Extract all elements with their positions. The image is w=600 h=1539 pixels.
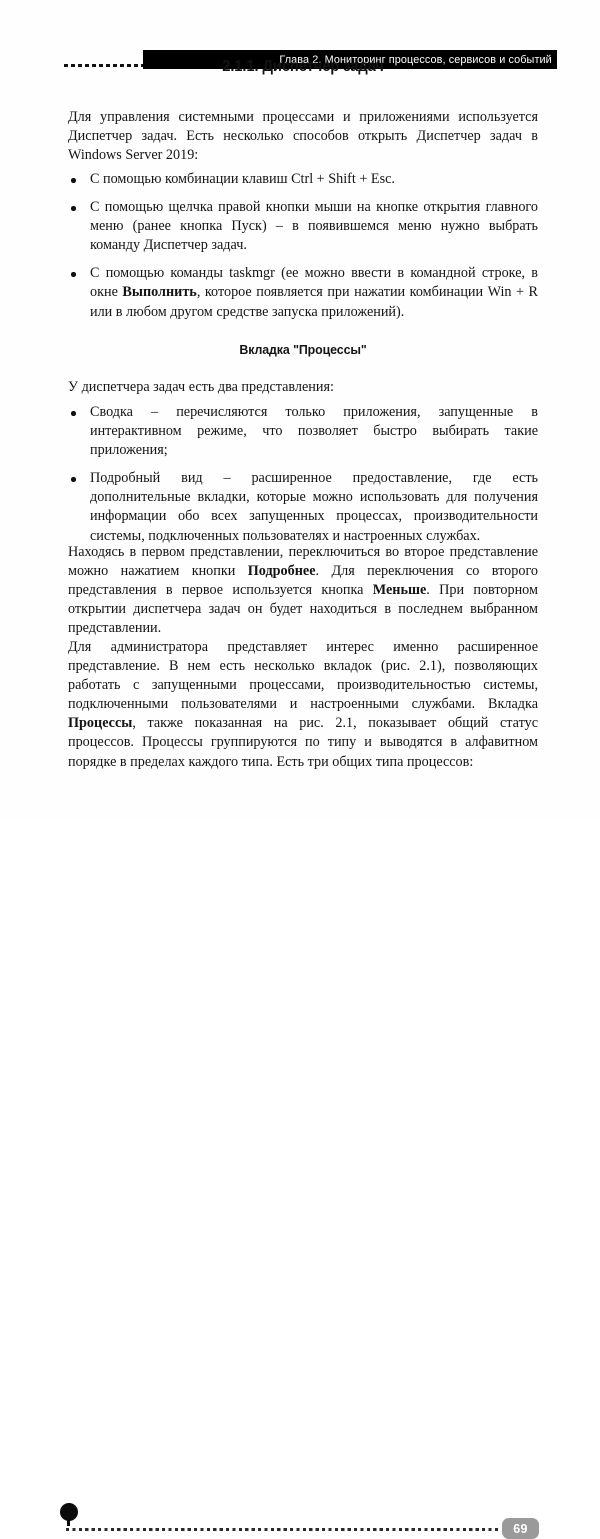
list-item-text-tail: , которое появляется при нажатии комбинации Win + R или в любом другом средстве запуска приложений). bbox=[90, 284, 538, 320]
list-item-text: Сводка – перечисляются только приложения, запущенные в интерактивном режиме, что позволяет быстро выбирать такие приложения; bbox=[90, 404, 538, 459]
list-item bbox=[68, 198, 538, 255]
list-item-text: С помощью комбинации клавиш Ctrl + Shift + Esc. bbox=[90, 171, 395, 187]
admin-part-1: Для администратора представляет интерес именно расширенное представление. В нем есть несколько вкладок (рис. 2.1), позволяющих работать с запущенными процессами, производительностью системы, подключенными пользователями и настроенными службами. Вкладка bbox=[68, 639, 538, 713]
tab-name-processes: Процессы bbox=[68, 715, 133, 732]
list-item bbox=[68, 170, 538, 189]
views-list bbox=[68, 403, 538, 546]
admin-part-2: , также показанная на рис. 2.1, показывает общий статус процессов. Процессы группируются по типу и выводятся в алфавитном порядке в пределах каждого типа. Есть три общих типа процессов: bbox=[68, 715, 538, 770]
button-name-fewer: Меньше bbox=[372, 582, 427, 599]
chapter-banner-text: Глава 2. Мониторинг процессов, сервисов и событий bbox=[279, 53, 552, 66]
list-item-text: С помощью команды taskmgr (ее можно ввести в командной строке, в окне bbox=[90, 265, 538, 301]
list-item bbox=[68, 469, 538, 545]
page-number-badge: 69 bbox=[502, 1518, 539, 1539]
intro-paragraph: Для управления системными процессами и приложениями используется Диспетчер задач. Есть несколько способов открыть Диспетчер задач в Windows Server 2019: bbox=[68, 109, 538, 164]
subsection-title: Вкладка "Процессы" bbox=[239, 342, 367, 357]
footer-pin-tail-icon bbox=[67, 1518, 70, 1526]
list-item-bold-term: Выполнить bbox=[122, 284, 197, 301]
list-item-text: Подробный вид – расширенное предоставление, где есть дополнительные вкладки, которые можно использовать для получения информации обо всех запущенных процессах, производительности системы, подключенных пользователях и настроенных службах. bbox=[90, 470, 538, 544]
views-lead-paragraph: У диспетчера задач есть два представления: bbox=[68, 379, 334, 395]
page-footer bbox=[0, 752, 600, 1536]
switch-part-3: . При повторном открытии диспетчера задач он будет находиться в последнем выбранном представлении. bbox=[68, 582, 538, 637]
switch-views-paragraph bbox=[68, 543, 538, 638]
switch-part-2: . Для переключения со второго представления в первое используется кнопка bbox=[68, 563, 538, 599]
button-name-details: Подробнее bbox=[247, 563, 316, 580]
open-methods-list bbox=[68, 170, 538, 322]
list-item bbox=[68, 403, 538, 460]
list-item-text: С помощью щелчка правой кнопки мыши на кнопке открытия главного меню (ранее кнопка Пуск) – в появившемся меню нужно выбрать команду Диспетчер задач. bbox=[90, 199, 538, 254]
running-head bbox=[0, 24, 600, 66]
section-title: 2.1.1. Диспетчер задач bbox=[222, 58, 384, 75]
footer-dotted-rule bbox=[66, 1528, 500, 1531]
switch-part-1: Находясь в первом представлении, переключиться во второе представление можно нажатием кнопки bbox=[68, 544, 538, 580]
list-item bbox=[68, 264, 538, 321]
